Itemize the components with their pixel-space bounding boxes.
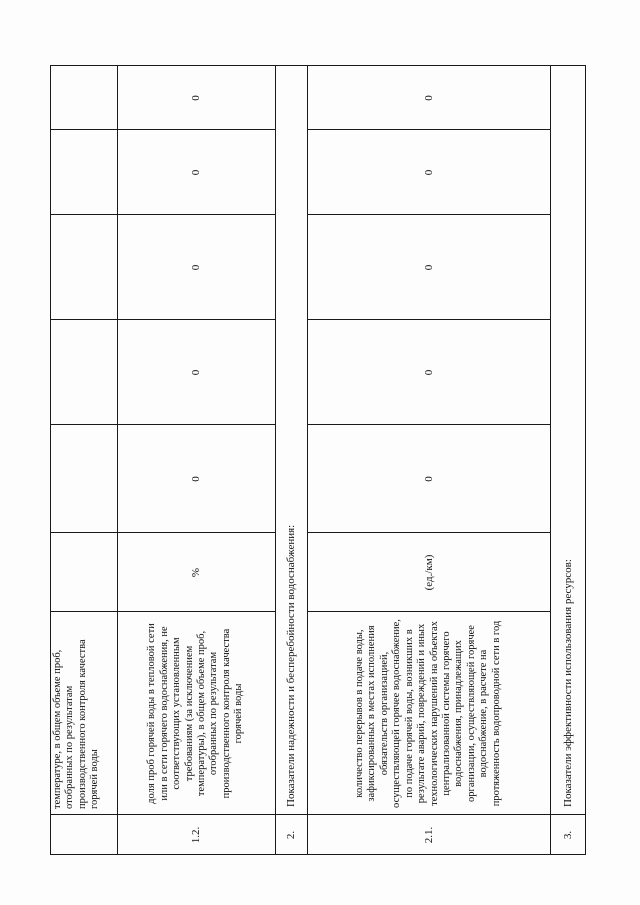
indicator-text: доля проб горячей воды в тепловой сети или в сети горячего водоснабжения, не соответствующих установленным требованиям (за исключением температуры), в общем объеме проб, отобранных по результатам производственного контроля качества горячей воды <box>146 623 245 804</box>
value-cell: 0 <box>190 264 202 271</box>
row-number <box>50 815 117 855</box>
section-number: 3. <box>561 830 574 840</box>
value-cell: 0 <box>190 369 202 376</box>
value-cell: 0 <box>190 476 202 482</box>
section-title: Показатели надежности и бесперебойности водоснабжения: <box>285 524 297 807</box>
indicator-text: количество перерывов в подаче воды, зафиксированных в местах исполнения обязательств организацией, осуществляющей горячее водоснабжение, по подаче горячей воды, возникших в результате аварий, повреждений и иных технологических нарушений на объектах централизованной системы горячего водоснабжения, принадлежащих организации, осуществляющей горячее водоснабжение, в расчете на протяженность водопроводной сети в год <box>354 619 502 808</box>
indicator-text: температуре, в общем объеме проб, отобранных по результатам производственного контроля качества горячей воды <box>52 639 101 809</box>
unit-cell: (ед./км) <box>422 554 435 591</box>
row-number: 2.1. <box>422 826 435 844</box>
value-cell: 0 <box>422 369 435 376</box>
value-cell: 0 <box>422 95 435 101</box>
rotated-table <box>50 65 585 855</box>
value-cell: 0 <box>422 169 435 176</box>
value-cell: 0 <box>190 95 202 101</box>
row-number: 1.2. <box>190 826 202 844</box>
table-border-bottom <box>585 65 586 855</box>
section-number: 2. <box>285 830 297 840</box>
value-cell: 0 <box>190 169 202 176</box>
section-title: Показатели эффективности использования ресурсов: <box>561 559 574 807</box>
value-cell: 0 <box>422 264 435 271</box>
unit-cell: % <box>190 567 202 578</box>
value-cell: 0 <box>422 476 435 482</box>
